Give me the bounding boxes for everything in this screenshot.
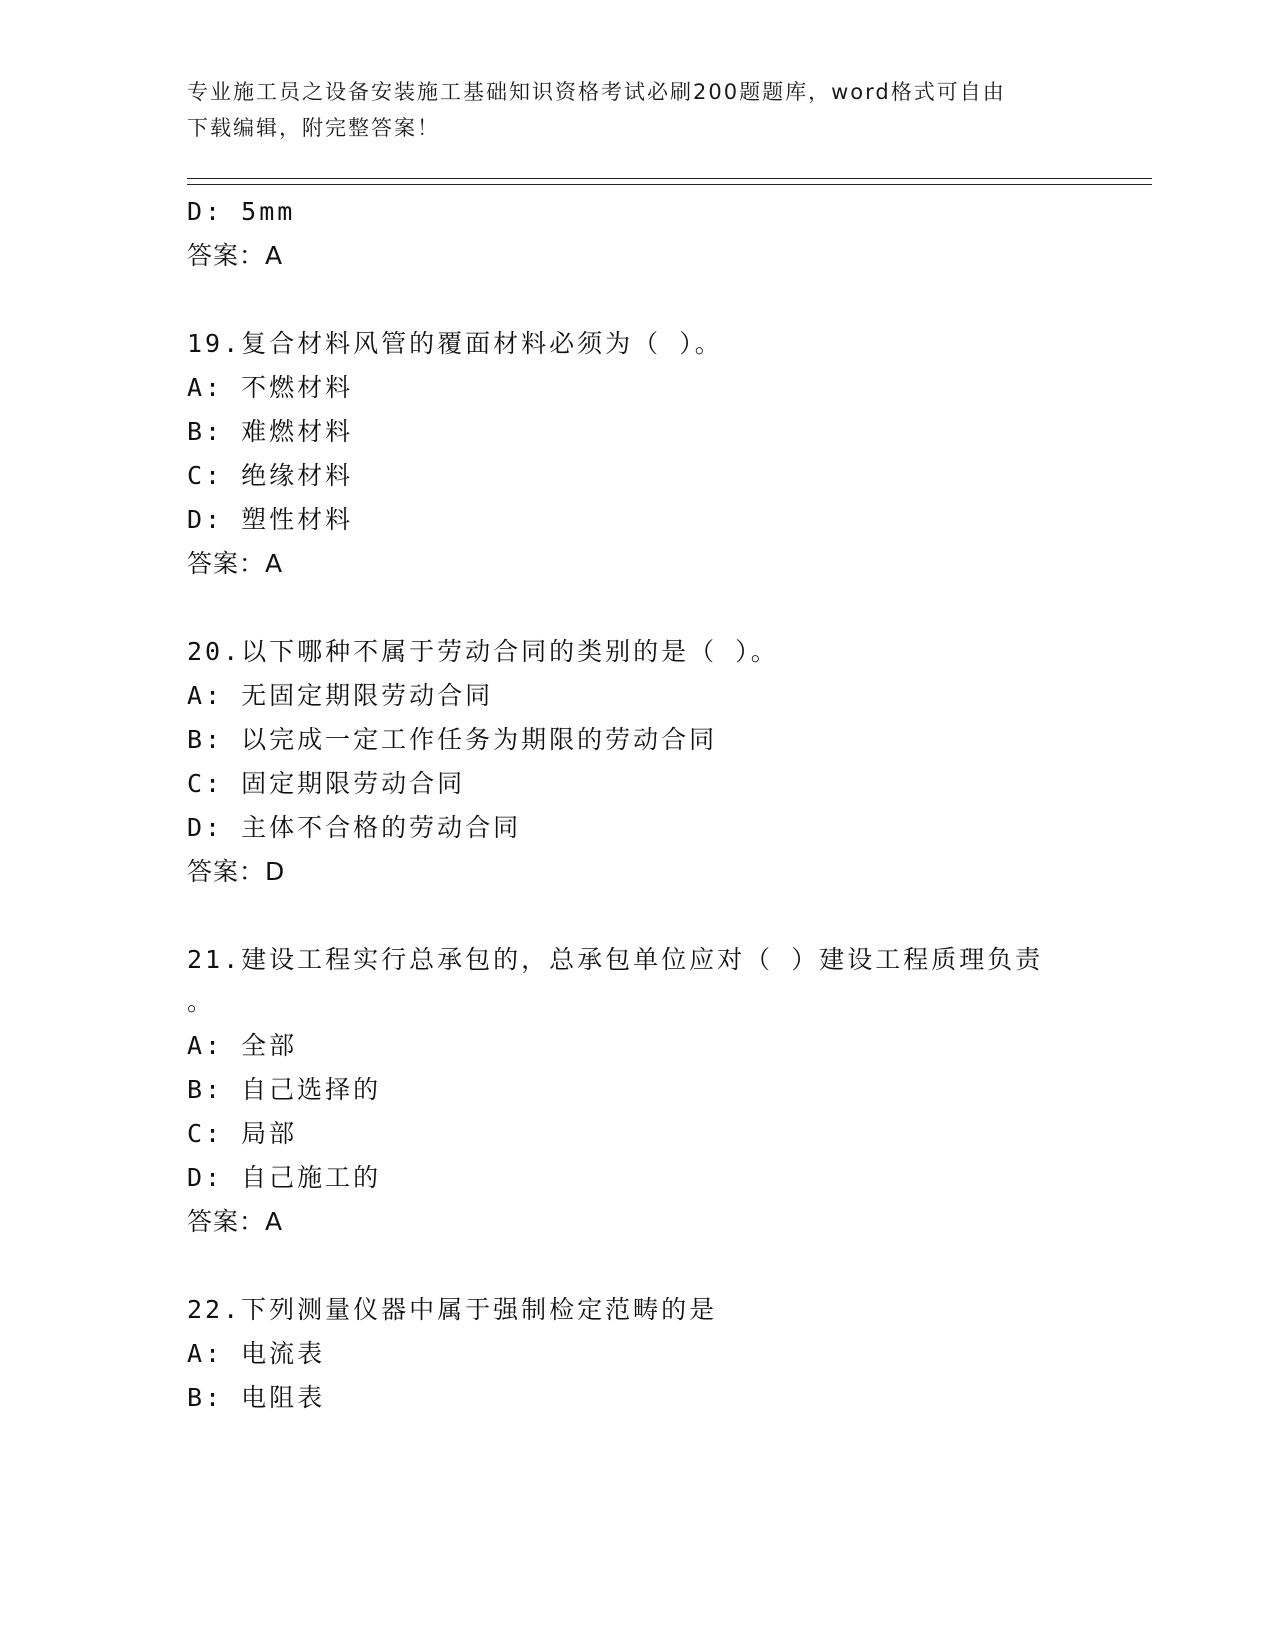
q20-option-b: B: 以完成一定工作任务为期限的劳动合同 <box>187 725 718 754</box>
q19-answer: 答案：A <box>187 549 284 578</box>
q20-option-d: D: 主体不合格的劳动合同 <box>187 813 522 842</box>
header-line-1: 专业施工员之设备安装施工基础知识资格考试必刷200题题库，word格式可自由 <box>187 80 1006 104</box>
q19-option-b: B: 难燃材料 <box>187 417 354 446</box>
header-line-2: 下载编辑，附完整答案！ <box>187 116 440 140</box>
q20-answer: 答案：D <box>187 857 286 886</box>
q21-option-c: C: 局部 <box>187 1119 298 1148</box>
q21-option-d: D: 自己施工的 <box>187 1163 382 1192</box>
q22-stem: 22.下列测量仪器中属于强制检定范畴的是 <box>187 1295 718 1324</box>
q19-option-d: D: 塑性材料 <box>187 505 354 534</box>
prev-answer: 答案：A <box>187 241 284 270</box>
document-header <box>187 74 1067 146</box>
q21-stem-line-2: 。 <box>187 987 216 1016</box>
q20-option-c: C: 固定期限劳动合同 <box>187 769 466 798</box>
q22-option-a: A: 电流表 <box>187 1339 326 1368</box>
header-rule-bottom <box>187 184 1152 185</box>
q21-option-a: A: 全部 <box>187 1031 298 1060</box>
q19-stem: 19.复合材料风管的覆面材料必须为（ ）。 <box>187 329 723 358</box>
prev-option-d: D: 5mm <box>187 197 296 226</box>
q21-option-b: B: 自己选择的 <box>187 1075 382 1104</box>
q19-option-a: A: 不燃材料 <box>187 373 354 402</box>
q21-answer: 答案：A <box>187 1207 284 1236</box>
q20-option-a: A: 无固定期限劳动合同 <box>187 681 494 710</box>
q21-stem-line-1: 21.建设工程实行总承包的，总承包单位应对（ ）建设工程质理负责 <box>187 945 1044 974</box>
q19-option-c: C: 绝缘材料 <box>187 461 354 490</box>
q20-stem: 20.以下哪种不属于劳动合同的类别的是（ ）。 <box>187 637 779 666</box>
q22-option-b: B: 电阻表 <box>187 1383 326 1412</box>
header-rule-top <box>187 178 1152 179</box>
